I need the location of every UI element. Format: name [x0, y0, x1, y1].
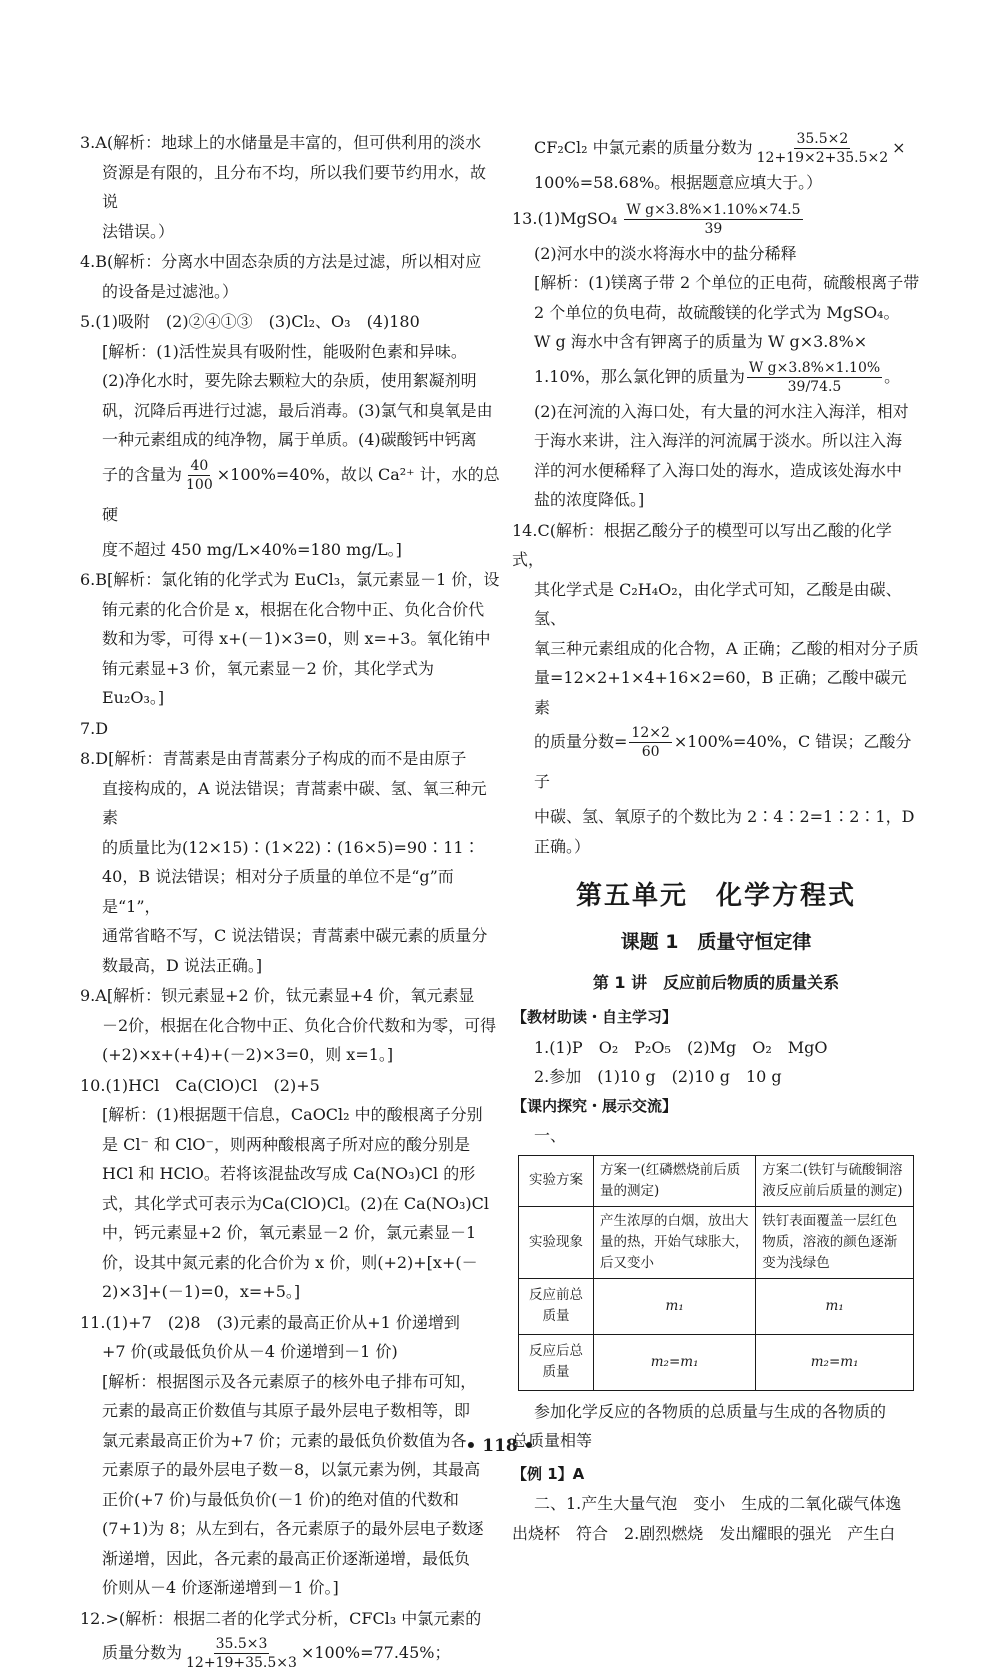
answer-11: 11.(1)+7 (2)8 (3)元素的最高正价从+1 价递增到 +7 价(或最低负价从－4 价递增到－1 价) [解析：根据图示及各元素原子的核外电子排布可知， 元素的最高正价数值与其原子最外层电子数相等，即 氯元素最高正价为+7 价；元素的最低负价数值为各 元素原子的最外层电子数－8，以氯元素为例，其最高 正价(+7 价)与最低负价(－1 价)的绝对值的代数和 (7+1)为 8；从左到右，各元素原子的最外层电子数逐 渐递增，因此，各元素的最高正价逐渐递增，最低负 价则从－4 价逐渐递增到－1 价。] — [80, 1312, 484, 1597]
conclusion-line-2: 总质量相等 — [512, 1431, 593, 1450]
conclusion-line-1: 参加化学反应的各物质的总质量与生成的各物质的 — [534, 1401, 887, 1421]
fraction: $\frac{12\times 2}{60}$ — [631, 725, 670, 760]
fraction-line: CF₂Cl₂ 中氯元素的质量分数为 $\frac{35.5\times 2}{12+19\times 2+35.5\times 2}$ × — [534, 131, 906, 166]
section-heading-inquiry: 【课内探究・展示交流】 — [512, 1096, 678, 1115]
table-row: 反应后总质量 m₂=m₁ m₂=m₁ — [519, 1334, 914, 1390]
answer-13: 13.(1)MgSO₄ $\frac{\text{W g×3.8\%×1.10\%×74.5}}{39}$ (2)河水中的淡水将海水中的盐分稀释 [解析：(1)镁离子带 2 个单位的正电荷，硫酸根离子带 2 个单位的负电荷，故硫酸镁的化学式为 MgSO₄。 W g 海水中含有钾离子的质量为 W g×3.8%× 1.10%，那么氯化钾的质量为 $\frac{\text{W g×3.8\%×1.10\%}}{39/74.5}$ 。 (2)在河流的入海口处，有大量的河水注入海洋，相对 于海水来讲，注入海洋的河流属于淡水。所以注入海 洋的河水便稀释了入海口处的海水，造成该处海水中 盐的浓度降低。] — [512, 199, 920, 515]
unit-title: 第五单元 化学方程式 — [575, 881, 856, 911]
right-column — [512, 128, 920, 1548]
table-row: 实验方案 方案一(红磷燃烧前后质量的测定) 方案二(铁钉与硫酸铜溶液反应前后质量的测定) — [519, 1155, 914, 1206]
answer-9: 9.A[解析：钡元素显+2 价，钛元素显+4 价，氧元素显 －2价，根据在化合物中正、负化合价代数和为零，可得 (+2)×x+(+4)+(－2)×3=0，则 x=1。] — [80, 986, 497, 1064]
fraction: $\frac{35.5\times 3}{12+19+35.5\times 3}$ — [186, 1636, 297, 1671]
answer-7: 7.D — [80, 718, 109, 738]
section-heading-reading: 【教材助读・自主学习】 — [512, 1008, 678, 1026]
fraction: $\frac{\text{W g×3.8\%×1.10\%×74.5}}{39}$ — [626, 201, 801, 237]
fraction-line: 质量分数为 $\frac{35.5\times 3}{12+19+35.5\times 3}$ ×100%=77.45%； — [102, 1636, 451, 1671]
answer-3: 3.A(解析：地球上的水储量是丰富的，但可供利用的淡水 资源是有限的，且分布不均，所以我们要节约用水，故说 法错误。） — [80, 133, 487, 241]
answer-10: 10.(1)HCl Ca(ClO)Cl (2)+5 [解析：(1)根据题干信息，CaOCl₂ 中的酸根离子分别 是 Cl⁻ 和 ClO⁻，则两种酸根离子所对应的酸分别是 HCl 和 HClO。若将该混盐改写成 Ca(NO₃)Cl 的形 式，其化学式可表示为Ca(ClO)Cl。(2)在 Ca(NO₃)Cl 中，钙元素显+2 价，氧元素显－2 价，氯元素显－1 价，设其中氮元素的化合价为 x 价，则(+2)+[x+(－ 2)×3]+(－1)=0，x=+5。] — [80, 1075, 490, 1301]
answer-6: 6.B[解析：氯化铕的化学式为 EuCl₃，氯元素显－1 价，设 铕元素的化合价是 x，根据在化合物中正、负化合价代 数和为零，可得 x+(－1)×3=0，则 x=+3。氧化铕中 铕元素显+3 价，氧元素显－2 价，其化学式为 Eu₂O₃。] — [80, 570, 500, 707]
fraction: $\frac{40}{100}$ — [186, 457, 213, 493]
lecture-title: 第 1 讲 反应前后物质的质量关系 — [592, 973, 840, 992]
answer-14: 14.C(解析：根据乙酸分子的模型可以写出乙酸的化学式， 其化学式是 C₂H₄O₂，由化学式可知，乙酸是由碳、氢、 氧三种元素组成的化合物，A 正确；乙酸的相对分子质 量=12×2+1×4+16×2=60，B 正确；乙酸中碳元素 的质量分数= $\frac{12\times 2}{60}$ ×100%=40%，C 错误；乙酸分子 中碳、氢、氧原子的个数比为 2∶4∶2=1∶2∶1，D 正确。） — [512, 520, 919, 856]
fraction-line: 的质量分数= $\frac{12\times 2}{60}$ ×100%=40%，C 错误；乙酸分子 — [534, 725, 912, 791]
example-1: 【例 1】A — [512, 1464, 585, 1483]
answer-12-continued: CF₂Cl₂ 中氯元素的质量分数为 $\frac{35.5\times 2}{12+19\times 2+35.5\times 2}$ × 100%=58.68%。根据题意应填大于。） — [512, 128, 920, 198]
part-one-label: 一、 — [534, 1126, 567, 1145]
part-two-line-2: 出烧杯 符合 2.剧烈燃烧 发出耀眼的强光 产生白 — [512, 1523, 896, 1543]
fraction: $\frac{\text{W g×3.8\%×1.10\%}}{39/74.5}$ — [748, 359, 881, 395]
table-row: 反应前总质量 m₁ m₁ — [519, 1278, 914, 1334]
reading-answer-1: 1.(1)P O₂ P₂O₅ (2)Mg O₂ MgO — [534, 1037, 828, 1057]
answer-5: 5.(1)吸附 (2)②④①③ (3)Cl₂、O₃ (4)180 [解析：(1)活性炭具有吸附性，能吸附色素和异味。 (2)净化水时，要先除去颗粒大的杂质，使用絮凝剂明 矾，沉降后再进行过滤，最后消毒。(3)氯气和臭氧是由 一种元素组成的纯净物，属于单质。(4)碳酸钙中钙离 子的含量为 $\frac{40}{100}$ ×100%=40%，故以 Ca²⁺ 计，水的总硬 度不超过 450 mg/L×40%=180 mg/L。] — [80, 312, 500, 559]
answer-12: 12.>(解析：根据二者的化学式分析，CFCl₃ 中氯元素的 质量分数为 $\frac{35.5\times 3}{12+19+35.5\times 3}$ ×100%=77.45%； — [80, 1604, 500, 1674]
fraction-line: 13.(1)MgSO₄ $\frac{\text{W g×3.8\%×1.10\%×74.5}}{39}$ — [512, 201, 801, 237]
fraction-line: 1.10%，那么氯化钾的质量为 $\frac{\text{W g×3.8\%×1.10\%}}{39/74.5}$ 。 — [534, 359, 901, 395]
lesson-title: 课题 1 质量守恒定律 — [620, 931, 812, 953]
experiment-table — [518, 1155, 914, 1391]
table-row: 实验现象 产生浓厚的白烟，放出大量的热，开始气球胀大，后又变小 铁钉表面覆盖一层红色物质，溶液的颜色逐渐变为浅绿色 — [519, 1206, 914, 1278]
part-two-line-1: 二、1.产生大量气泡 变小 生成的二氧化碳气体逸 — [534, 1494, 902, 1513]
page-number: • 118 • — [465, 1436, 535, 1456]
fraction-line: 子的含量为 $\frac{40}{100}$ ×100%=40%，故以 Ca²⁺ 计，水的总硬 — [102, 457, 500, 524]
answer-4: 4.B(解析：分离水中固态杂质的方法是过滤，所以相对应 的设备是过滤池。） — [80, 252, 482, 301]
reading-answer-2: 2.参加 (1)10 g (2)10 g 10 g — [534, 1067, 782, 1086]
answer-8: 8.D[解析：青蒿素是由青蒿素分子构成的而不是由原子 直接构成的，A 说法错误；青蒿素中碳、氢、氧三种元素 的质量比为(12×15)∶(1×22)∶(16×5)=90∶11∶ 40，B 说法错误；相对分子质量的单位不是“g”而是“1”， 通常省略不写，C 说法错误；青蒿素中碳元素的质量分 数最高，D 说法正确。] — [80, 749, 488, 975]
fraction: $\frac{35.5\times 2}{12+19\times 2+35.5\times 2}$ — [756, 131, 889, 166]
